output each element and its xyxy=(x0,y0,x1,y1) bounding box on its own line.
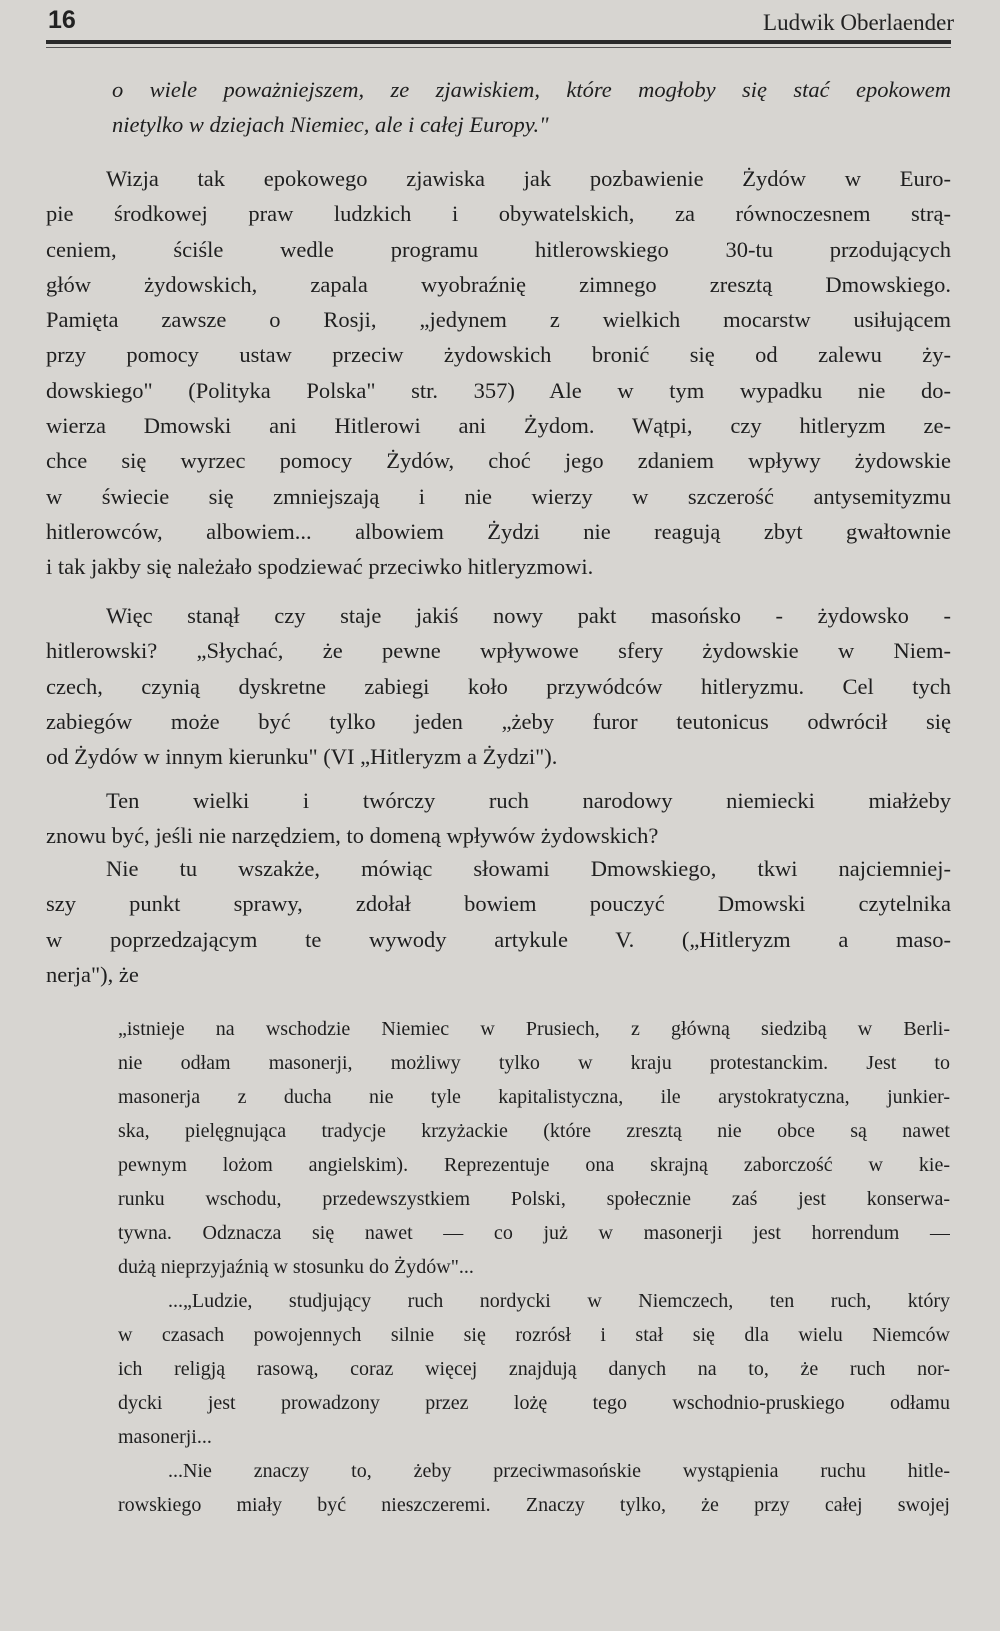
paragraph-1 xyxy=(46,161,951,585)
text-line: nietylko w dziejach Niemiec, ale i całej Europy." xyxy=(112,112,549,138)
text-line: hitlerowski? „Słychać, że pewne wpływowe sfery żydowskie w Niem- xyxy=(46,638,951,664)
text-line: Pamięta zawsze o Rosji, „jedynem z wielkich mocarstw usiłującem xyxy=(46,307,951,333)
text-line: dowskiego" (Polityka Polska" str. 357) Ale w tym wypadku nie do- xyxy=(46,377,951,403)
quote-line: ...„Ludzie, studjujący ruch nordycki w Niemczech, ten ruch, który xyxy=(168,1290,950,1312)
quote-line: tywna. Odznacza się nawet — co już w masonerji jest horrendum — xyxy=(118,1222,950,1244)
text-line: pie środkowej praw ludzkich i obywatelskich, za równoczesnem strą- xyxy=(46,201,951,227)
text-line: hitlerowców, albowiem... albowiem Żydzi nie reagują zbyt gwałtownie xyxy=(46,518,951,544)
paragraph-2 xyxy=(46,598,951,774)
quote-line: runku wschodu, przedewszystkiem Polski, społecznie zaś jest konserwa- xyxy=(118,1188,950,1210)
quote-line: rowskiego miały być nieszczeremi. Znaczy tylko, że przy całej swojej xyxy=(118,1494,950,1516)
text-line: przy pomocy ustaw przeciw żydowskich bronić się od zalewu ży- xyxy=(46,342,951,368)
paragraph-3 xyxy=(46,783,951,854)
text-line: o wiele poważniejszem, ze zjawiskiem, które mogłoby się stać epokowem xyxy=(112,77,951,102)
text-line: chce się wyrzec pomocy Żydów, choć jego zdaniem wpływy żydowskie xyxy=(46,448,951,474)
header-rule xyxy=(46,40,951,44)
header-rule-thin xyxy=(46,47,951,48)
text-line: głów żydowskich, zapala wyobraźnię zimnego zresztą Dmowskiego. xyxy=(46,271,951,297)
running-head-author: Ludwik Oberlaender xyxy=(763,10,954,35)
quote-line: nie odłam masonerji, możliwy tylko w kraju protestanckim. Jest to xyxy=(118,1052,950,1074)
text-line: od Żydów w innym kierunku" (VI „Hitleryzm a Żydzi"). xyxy=(46,744,558,770)
quote-line: „istnieje na wschodzie Niemiec w Prusiech, z główną siedzibą w Berli- xyxy=(118,1018,950,1040)
quote-line: ich religją rasową, coraz więcej znajdują danych na to, że ruch nor- xyxy=(118,1358,950,1380)
text-line: szy punkt sprawy, zdołał bowiem pouczyć Dmowski czytelnika xyxy=(46,891,951,917)
quote-line: pewnym lożom angielskim). Reprezentuje ona skrajną zaborczość w kie- xyxy=(118,1154,950,1176)
page-number: 16 xyxy=(48,6,76,34)
paragraph-4 xyxy=(46,851,951,992)
text-line: Ten wielki i twórczy ruch narodowy niemiecki miałżeby xyxy=(106,788,951,813)
quote-line: dycki jest prowadzony przez lożę tego wschodnio-pruskiego odłamu xyxy=(118,1392,950,1414)
text-line: i tak jakby się należało spodziewać przeciwko hitleryzmowi. xyxy=(46,554,594,580)
block-quotation xyxy=(118,1012,950,1522)
quote-line: w czasach powojennych silnie się rozrósł i stał się dla wielu Niemców xyxy=(118,1324,950,1346)
text-line: znowu być, jeśli nie narzędziem, to domeną wpływów żydowskich? xyxy=(46,823,659,849)
quote-line: masonerji... xyxy=(118,1426,212,1448)
intro-paragraph xyxy=(46,72,951,143)
quote-line: ...Nie znaczy to, żeby przeciwmasońskie wystąpienia ruchu hitle- xyxy=(168,1460,950,1482)
text-line: czech, czynią dyskretne zabiegi koło przywódców hitleryzmu. Cel tych xyxy=(46,673,951,699)
text-line: wierza Dmowski ani Hitlerowi ani Żydom. Wątpi, czy hitleryzm ze- xyxy=(46,413,951,439)
text-line: w świecie się zmniejszają i nie wierzy w szczerość antysemityzmu xyxy=(46,483,951,509)
quote-line: masonerja z ducha nie tyle kapitalistyczna, ile arystokratyczna, junkier- xyxy=(118,1086,950,1108)
text-line: ceniem, ściśle wedle programu hitlerowskiego 30-tu przodujących xyxy=(46,236,951,262)
text-line: Więc stanął czy staje jakiś nowy pakt masońsko - żydowsko - xyxy=(106,603,951,628)
quote-line: dużą nieprzyjaźnią w stosunku do Żydów"... xyxy=(118,1256,474,1278)
text-line: Nie tu wszakże, mówiąc słowami Dmowskiego, tkwi najciemniej- xyxy=(106,856,951,881)
text-line: Wizja tak epokowego zjawiska jak pozbawienie Żydów w Euro- xyxy=(106,166,951,191)
text-line: w poprzedzającym te wywody artykule V. („Hitleryzm a maso- xyxy=(46,926,951,952)
text-line: zabiegów może być tylko jeden „żeby furor teutonicus odwrócił się xyxy=(46,708,951,734)
text-line: nerja"), że xyxy=(46,961,139,987)
quote-line: ska, pielęgnująca tradycje krzyżackie (które zresztą nie obce są nawet xyxy=(118,1120,950,1142)
